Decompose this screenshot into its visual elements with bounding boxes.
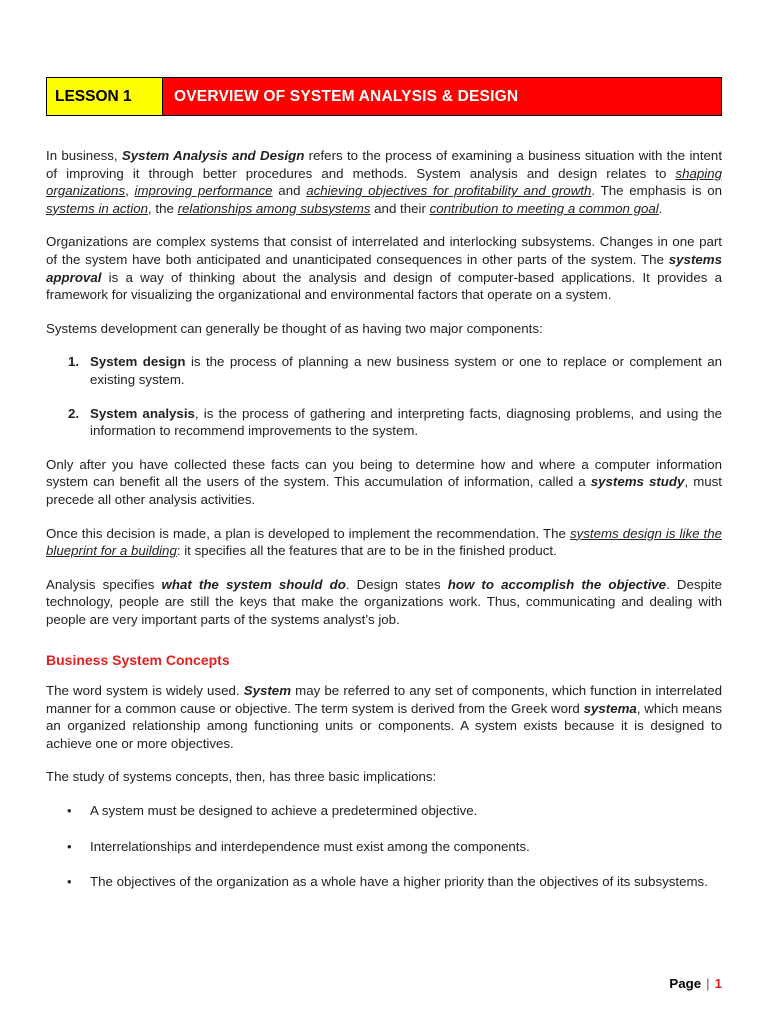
lesson-title: OVERVIEW OF SYSTEM ANALYSIS & DESIGN [163, 78, 721, 115]
text: , must precede all other analysis activities. [46, 474, 723, 507]
list-term: System analysis [90, 405, 195, 421]
underlined-phrase: contribution to meeting a common goal [429, 200, 659, 216]
text: may be referred to any set of components, which function in interrelated manner for a common cause or objective. The term system is derived from the Greek word [46, 683, 722, 716]
paragraph-organizations [46, 233, 722, 303]
underlined-phrase: shaping organizations [46, 165, 722, 199]
text: refers to the process of examining a business situation with the intent of improving it through better procedures and methods. System analysis and design relates to [46, 148, 723, 181]
list-term: System design [90, 354, 186, 370]
implications-list [46, 802, 722, 891]
page-label: Page [669, 976, 702, 991]
bullet-icon: • [67, 874, 72, 890]
list-item [68, 353, 723, 388]
list-number: 1. [68, 354, 80, 370]
text: Once this decision is made, a plan is developed to implement the recommendation. The [46, 525, 570, 541]
emphasis: System Analysis and Design [121, 148, 305, 163]
paragraph-components-intro: Systems development can generally be thought of as having two major components: [46, 320, 543, 336]
list-item [67, 802, 722, 820]
underlined-phrase: systems in action [46, 200, 148, 216]
underlined-phrase: improving performance [134, 183, 273, 199]
section-heading: Business System Concepts [46, 652, 230, 669]
text: , [125, 183, 135, 199]
paragraph-implications-intro: The study of systems concepts, then, has three basic implications: [46, 769, 437, 785]
text: is a way of thinking about the analysis and design of computer-based applications. It provides a framework for visualizing the organizational and environmental factors that operate on a system. [46, 269, 722, 303]
list-item [67, 838, 722, 856]
text: and their [370, 200, 430, 216]
text: . Design states [345, 576, 448, 592]
lesson-label: LESSON 1 [47, 78, 163, 115]
emphasis: how to accomplish the objective [447, 576, 667, 592]
list-text: A system must be designed to achieve a predetermined objective. [90, 803, 478, 819]
emphasis: systems approval [46, 251, 722, 285]
list-text: , is the process of gathering and interpreting facts, diagnosing problems, and using the information to recommend improvements to the system. [90, 405, 722, 439]
underlined-phrase: relationships among subsystems [177, 200, 371, 216]
list-text: Interrelationships and interdependence must exist among the components. [90, 838, 530, 854]
page-footer [669, 976, 722, 991]
paragraph-systems-study [46, 456, 722, 509]
underlined-phrase: achieving objectives for profitability and growth [306, 183, 592, 199]
text: The word system is widely used. [46, 683, 244, 699]
list-item [68, 405, 722, 440]
text: . The emphasis is on [591, 183, 723, 199]
page-number: 1 [714, 976, 722, 991]
text: , the [147, 200, 178, 216]
text: . [658, 200, 663, 216]
text: : it specifies all the features that are to be in the finished product. [176, 543, 557, 559]
list-number: 2. [68, 405, 80, 421]
paragraph-system-definition [46, 682, 722, 752]
emphasis: systema [583, 700, 637, 716]
page-separator: | [706, 976, 710, 991]
text: , which means an organized relationship among functioning units or components. A system exists because it is designed to achieve one or more objectives. [46, 700, 722, 751]
paragraph-analysis-design [46, 576, 722, 629]
list-text: is the process of planning a new business system or one to replace or complement an existing system. [90, 354, 723, 387]
paragraph-intro [46, 147, 722, 217]
text: and [272, 183, 307, 199]
emphasis: System [243, 683, 292, 699]
text: Only after you have collected these facts can you being to determine how and where a computer information system can benefit all the users of the system. This accumulation of information, called a [46, 456, 722, 490]
lesson-header [46, 77, 722, 116]
list-text: The objectives of the organization as a whole have a higher priority than the objectives of its subsystems. [90, 874, 708, 890]
emphasis: systems study [590, 474, 685, 490]
text: Organizations are complex systems that consist of interrelated and interlocking subsystems. Changes in one part of the system have both anticipated and unanticipated consequences in other parts of the system. The [46, 234, 722, 267]
lesson-content [46, 147, 722, 909]
list-item [67, 873, 722, 891]
bullet-icon: • [67, 838, 72, 854]
components-list [46, 353, 722, 439]
text: . Despite technology, people are still the keys that make the organizations work. Thus, communicating and dealing with people are very important parts of the systems analyst’s job. [46, 576, 722, 627]
bullet-icon: • [67, 803, 72, 819]
text: Analysis specifies [46, 576, 162, 592]
emphasis: what the system should do [161, 576, 346, 592]
underlined-phrase: systems design is like the blueprint for a building [46, 525, 723, 559]
text: In business, [46, 148, 122, 163]
paragraph-blueprint [46, 525, 722, 560]
